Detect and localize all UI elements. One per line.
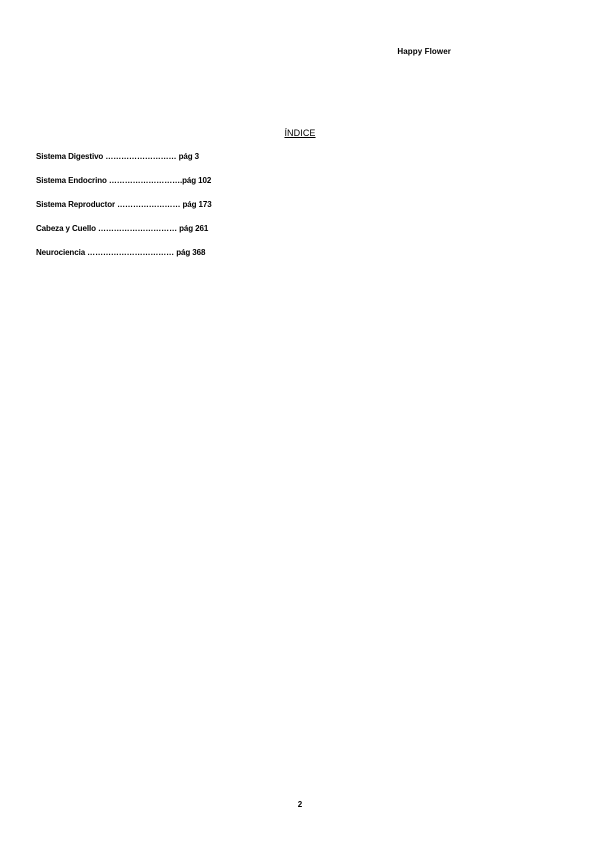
toc-entry-leader: …………………………… xyxy=(87,248,175,257)
toc-entry-label: Neurociencia xyxy=(36,248,86,257)
toc-entry-sistema-digestivo xyxy=(36,152,276,176)
toc-entry-page: pág 173 xyxy=(182,200,212,209)
toc-entry-leader: ………………………. xyxy=(108,176,183,185)
toc-entry-label: Cabeza y Cuello xyxy=(36,224,96,233)
running-header: Happy Flower xyxy=(397,47,451,56)
toc-entry-page: pág 102 xyxy=(182,176,212,185)
page-number: 2 xyxy=(297,800,303,809)
toc-entry-sistema-endocrino xyxy=(36,176,276,200)
toc-entry-page: pág 368 xyxy=(176,248,206,257)
index-title: ÍNDICE xyxy=(284,128,316,138)
toc-entry-label: Sistema Digestivo xyxy=(36,152,104,161)
toc-entry-label: Sistema Reproductor xyxy=(36,200,116,209)
toc-entry-leader: ……………………… xyxy=(105,152,177,161)
toc-entry-sistema-reproductor xyxy=(36,200,276,224)
toc-entry-leader: …………………… xyxy=(117,200,181,209)
toc-entry-cabeza-y-cuello xyxy=(36,224,276,248)
table-of-contents xyxy=(36,152,276,272)
toc-entry-label: Sistema Endocrino xyxy=(36,176,107,185)
toc-entry-neurociencia xyxy=(36,248,276,272)
toc-entry-page: pág 261 xyxy=(179,224,209,233)
toc-entry-page: pág 3 xyxy=(178,152,199,161)
toc-entry-leader: ………………………… xyxy=(97,224,177,233)
